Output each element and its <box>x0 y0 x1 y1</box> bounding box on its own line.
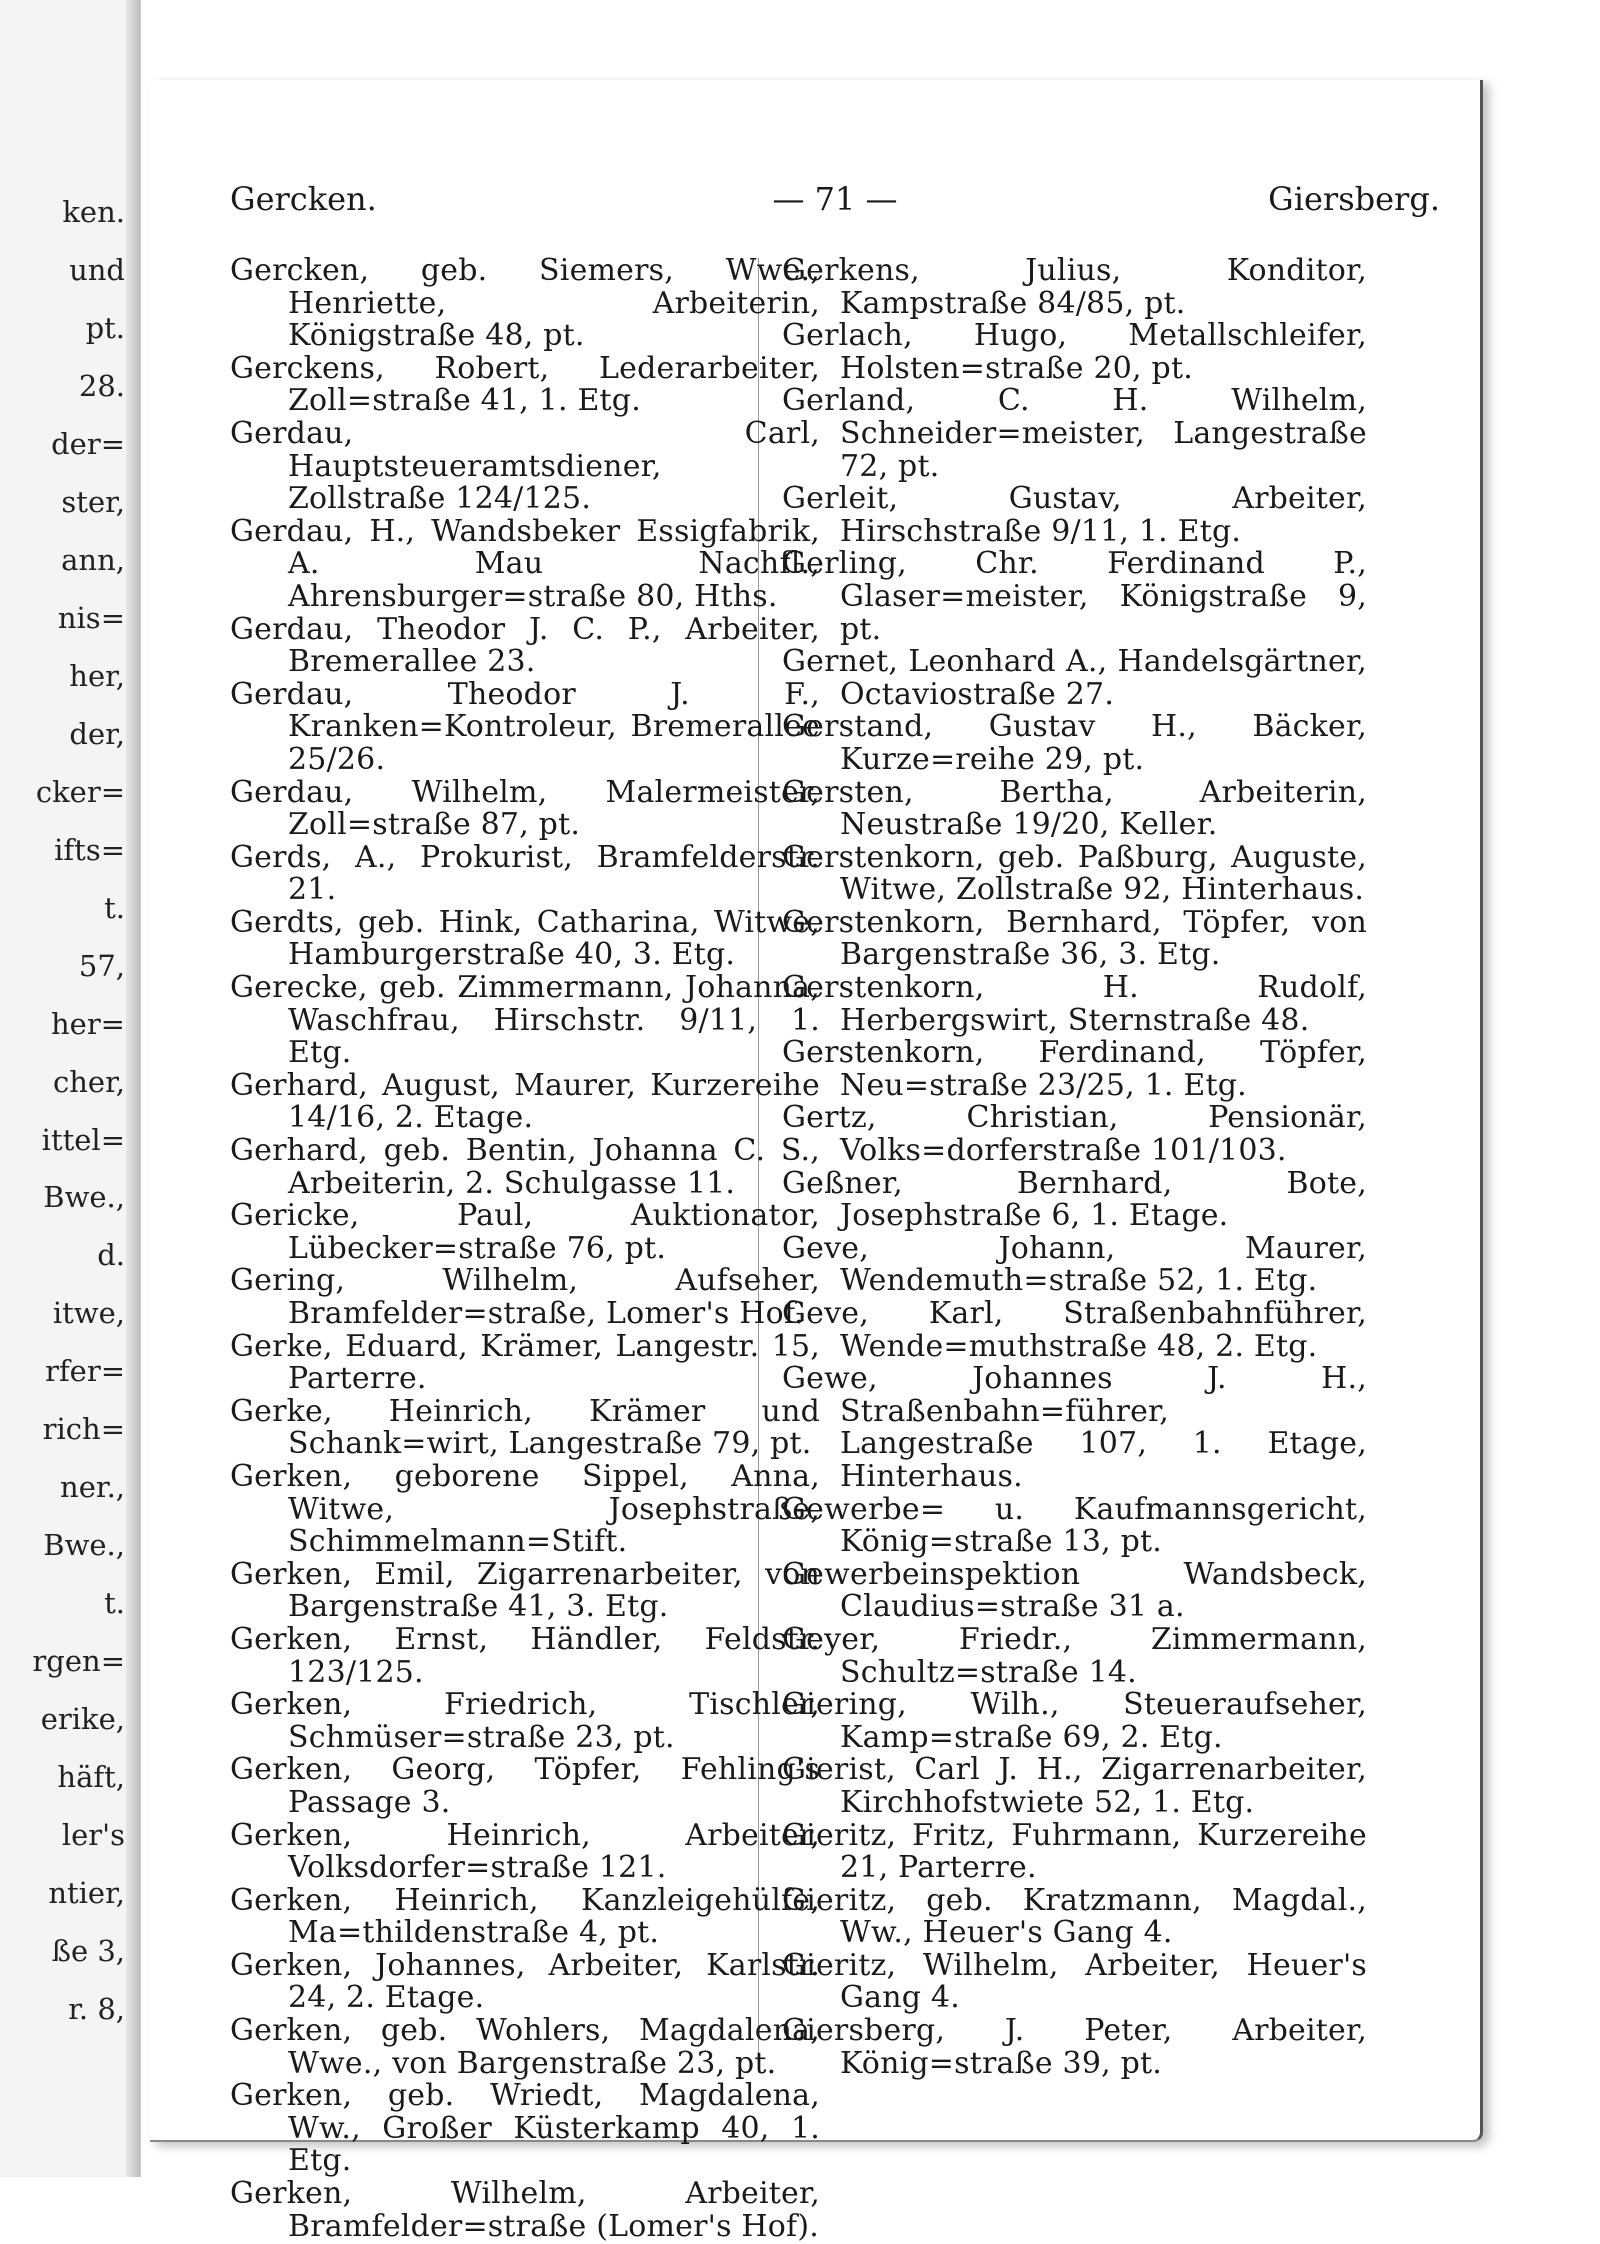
directory-entry: Gerstenkorn, geb. Paßburg, Auguste, Witwe, Zollstraße 92, Hinterhaus. <box>782 839 1367 908</box>
directory-entry: Gieritz, Fritz, Fuhrmann, Kurzereihe 21, Parterre. <box>782 1817 1367 1886</box>
directory-entry: Gerstenkorn, Bernhard, Töpfer, von Bargenstraße 36, 3. Etg. <box>782 904 1367 973</box>
directory-entry: Gerke, Eduard, Krämer, Langestr. 15, Parterre. <box>230 1328 820 1397</box>
directory-entry: Geßner, Bernhard, Bote, Josephstraße 6, 1. Etage. <box>782 1165 1367 1234</box>
directory-entry: Gerleit, Gustav, Arbeiter, Hirschstraße 9/11, 1. Etg. <box>782 481 1367 549</box>
directory-entry: Gericke, Paul, Auktionator, Lübecker=straße 76, pt. <box>230 1198 820 1266</box>
previous-page-fragment: rich= <box>42 1412 125 1447</box>
directory-entry: Gierist, Carl J. H., Zigarrenarbeiter, Kirchhofstwiete 52, 1. Etg. <box>782 1752 1367 1820</box>
directory-entry: Gering, Wilhelm, Aufseher, Bramfelder=straße, Lomer's Hof. <box>230 1263 820 1331</box>
previous-page-fragment: Bwe., <box>43 1528 125 1563</box>
previous-page-fragment: ner., <box>60 1470 125 1505</box>
directory-entry: Gernet, Leonhard A., Handelsgärtner, Octaviostraße 27. <box>782 644 1367 712</box>
previous-page-fragment: ittel= <box>41 1122 125 1157</box>
previous-page-fragment: nis= <box>57 600 125 635</box>
directory-entry: Gerland, C. H. Wilhelm, Schneider=meister, Langestraße 72, pt. <box>782 383 1367 484</box>
directory-entry: Geyer, Friedr., Zimmermann, Schultz=straße 14. <box>782 1621 1367 1690</box>
directory-entry: Gieritz, Wilhelm, Arbeiter, Heuer's Gang 4. <box>782 1947 1367 2016</box>
directory-entry: Gerdau, Theodor J. C. P., Arbeiter, Bremerallee 23. <box>230 611 820 680</box>
directory-entry: Gewerbeinspektion Wandsbeck, Claudius=straße 31 a. <box>782 1556 1367 1625</box>
previous-page-fragment: ann, <box>61 542 125 577</box>
directory-entry: Geve, Johann, Maurer, Wendemuth=straße 52, 1. Etg. <box>782 1230 1367 1299</box>
right-column <box>782 255 1367 2080</box>
previous-page-fragment: rgen= <box>32 1644 125 1679</box>
previous-page-fragment: ster, <box>61 484 125 519</box>
directory-entry: Gerken, geborene Sippel, Anna, Witwe, Josephstraße, Schimmelmann=Stift. <box>230 1458 820 1560</box>
previous-page-fragment: 57, <box>78 948 125 983</box>
previous-page-fragment: her= <box>50 1006 125 1041</box>
header-first-name: Gercken. <box>230 180 377 218</box>
previous-page-fragment: der= <box>51 426 125 461</box>
previous-page-fragment: der, <box>69 716 125 751</box>
directory-entry: Gewe, Johannes J. H., Straßenbahn=führer, Langestraße 107, 1. Etage, Hinterhaus. <box>782 1361 1367 1494</box>
directory-entry: Gercken, geb. Siemers, Wwe., Henriette, Arbeiterin, Königstraße 48, pt. <box>230 253 820 354</box>
previous-page-fragment: cker= <box>35 774 125 809</box>
directory-entry: Gewerbe= u. Kaufmannsgericht, König=straße 13, pt. <box>782 1491 1367 1560</box>
previous-page-fragment: 28. <box>78 368 125 403</box>
previous-page-fragment: rfer= <box>45 1354 125 1389</box>
directory-entry: Gerdau, Carl, Hauptsteueramtsdiener, Zollstraße 124/125. <box>230 415 820 517</box>
directory-entry: Gerken, Wilhelm, Arbeiter, Bramfelder=straße (Lomer's Hof). <box>230 2176 820 2244</box>
directory-entry: Gerdts, geb. Hink, Catharina, Witwe, Hamburgerstraße 40, 3. Etg. <box>230 904 820 973</box>
previous-page-fragment: ifts= <box>54 832 125 867</box>
previous-page-fragment: r. 8, <box>68 1992 125 2027</box>
directory-entry: Gersten, Bertha, Arbeiterin, Neustraße 19/20, Keller. <box>782 774 1367 843</box>
previous-page-fragment: ntier, <box>48 1876 125 1911</box>
directory-entry: Gerken, Heinrich, Arbeiter, Volksdorfer=straße 121. <box>230 1817 820 1886</box>
previous-page-fragment: häft, <box>57 1760 125 1795</box>
previous-page-fragment: her, <box>69 658 125 693</box>
previous-page-fragment: ße 3, <box>51 1934 125 1969</box>
previous-page-fragment: d. <box>97 1238 125 1273</box>
directory-entry: Gerken, Friedrich, Tischler, Schmüser=straße 23, pt. <box>230 1687 820 1755</box>
directory-entry: Gerke, Heinrich, Krämer und Schank=wirt, Langestraße 79, pt. <box>230 1393 820 1462</box>
directory-entry: Gerlach, Hugo, Metallschleifer, Holsten=straße 20, pt. <box>782 318 1367 386</box>
previous-page-fragment: ler's <box>61 1818 125 1853</box>
directory-entry: Gerkens, Julius, Konditor, Kampstraße 84/85, pt. <box>782 253 1367 321</box>
directory-entry: Geve, Karl, Straßenbahnführer, Wende=muthstraße 48, 2. Etg. <box>782 1296 1367 1364</box>
directory-entry: Gerckens, Robert, Lederarbeiter, Zoll=straße 41, 1. Etg. <box>230 350 820 419</box>
page-number: — 71 — <box>772 180 898 218</box>
previous-page-fragment: cher, <box>53 1064 125 1099</box>
directory-entry: Gerhard, August, Maurer, Kurzereihe 14/16, 2. Etage. <box>230 1067 820 1136</box>
directory-entry: Gerecke, geb. Zimmermann, Johanna, Waschfrau, Hirschstr. 9/11, 1. Etg. <box>230 970 820 1071</box>
page-fold-shadow <box>126 0 140 2177</box>
directory-entry: Gerhard, geb. Bentin, Johanna C. S., Arbeiterin, 2. Schulgasse 11. <box>230 1133 820 1201</box>
directory-entry: Gerken, Johannes, Arbeiter, Karlstr. 24, 2. Etage. <box>230 1947 820 2016</box>
directory-entry: Gerken, geb. Wriedt, Magdalena, Ww., Großer Küsterkamp 40, 1. Etg. <box>230 2078 820 2179</box>
directory-entry: Gieritz, geb. Kratzmann, Magdal., Ww., Heuer's Gang 4. <box>782 1882 1367 1951</box>
directory-page <box>150 80 1483 2244</box>
previous-page-fragment: t. <box>104 1586 125 1621</box>
directory-entry: Gerds, A., Prokurist, Bramfelderstr. 21. <box>230 839 820 908</box>
previous-page-fragment: t. <box>104 890 125 925</box>
directory-entry: Giering, Wilh., Steueraufseher, Kamp=straße 69, 2. Etg. <box>782 1687 1367 1755</box>
directory-entry: Gerken, Heinrich, Kanzleigehülfe, Ma=thildenstraße 4, pt. <box>230 1882 820 1951</box>
directory-entry: Gertz, Christian, Pensionär, Volks=dorferstraße 101/103. <box>782 1100 1367 1169</box>
previous-page-fragment: und <box>69 252 125 287</box>
previous-page-fragment: erike, <box>40 1702 125 1737</box>
directory-entry: Giersberg, J. Peter, Arbeiter, König=straße 39, pt. <box>782 2013 1367 2081</box>
directory-entry: Gerdau, H., Wandsbeker Essigfabrik, A. Mau Nachfl., Ahrensburger=straße 80, Hths. <box>230 513 820 614</box>
directory-entry: Gerdau, Wilhelm, Malermeister, Zoll=straße 87, pt. <box>230 774 820 843</box>
directory-entry: Gerstenkorn, H. Rudolf, Herbergswirt, Sternstraße 48. <box>782 970 1367 1038</box>
directory-entry: Gerstand, Gustav H., Bäcker, Kurze=reihe 29, pt. <box>782 709 1367 777</box>
directory-entry: Gerken, geb. Wohlers, Magdalena, Wwe., von Bargenstraße 23, pt. <box>230 2013 820 2081</box>
directory-entry: Gerken, Emil, Zigarrenarbeiter, von Bargenstraße 41, 3. Etg. <box>230 1556 820 1625</box>
previous-page-fragment: pt. <box>85 310 125 345</box>
previous-page-edge <box>0 0 141 2177</box>
directory-entry: Gerling, Chr. Ferdinand P., Glaser=meister, Königstraße 9, pt. <box>782 546 1367 647</box>
directory-entry: Gerken, Ernst, Händler, Feldstr. 123/125. <box>230 1621 820 1690</box>
directory-entry: Gerken, Georg, Töpfer, Fehling's Passage 3. <box>230 1752 820 1820</box>
directory-entry: Gerstenkorn, Ferdinand, Töpfer, Neu=straße 23/25, 1. Etg. <box>782 1035 1367 1103</box>
header-last-name: Giersberg. <box>1268 180 1440 218</box>
directory-entry: Gerdau, Theodor J. F., Kranken=Kontroleur, Bremerallee 25/26. <box>230 676 820 777</box>
previous-page-fragment: ken. <box>62 195 125 229</box>
previous-page-fragment: Bwe., <box>43 1180 125 1215</box>
left-column <box>230 255 820 2243</box>
page-header <box>230 180 1440 230</box>
previous-page-fragment: itwe, <box>52 1296 125 1331</box>
